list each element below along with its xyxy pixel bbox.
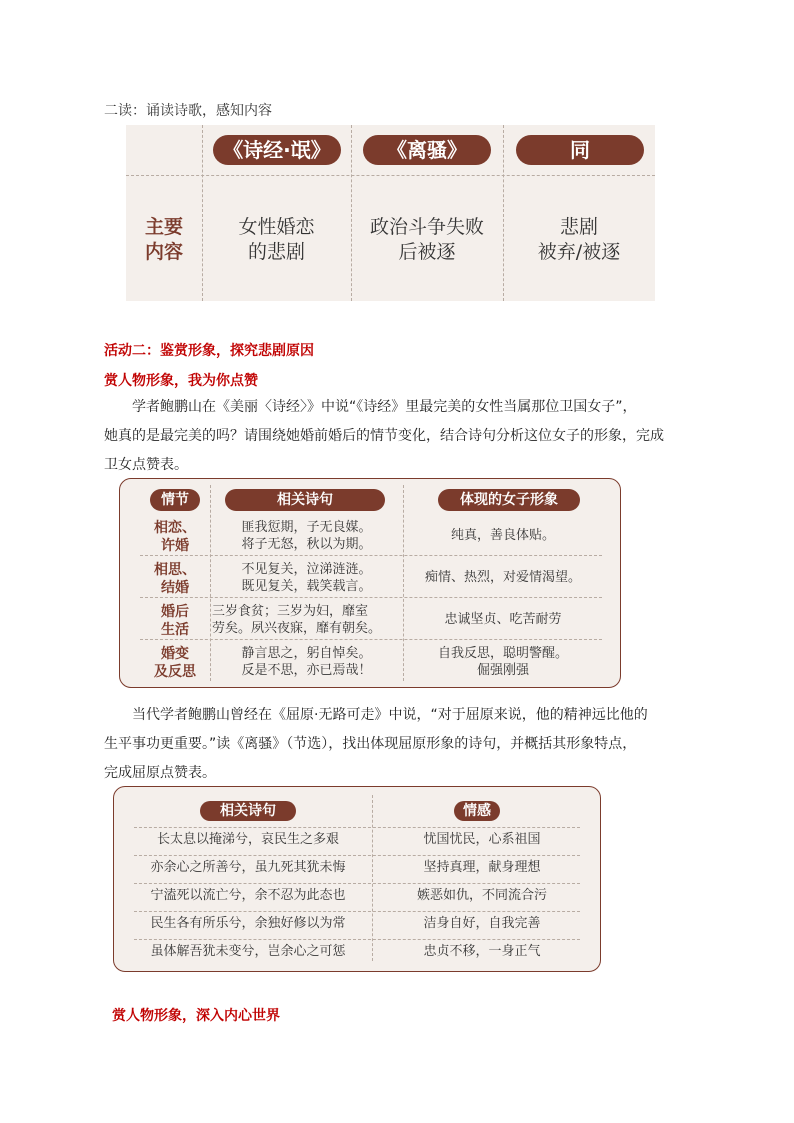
header-poem: 相关诗句 <box>225 489 385 511</box>
header-poem: 相关诗句 <box>200 801 296 821</box>
divider <box>503 125 504 301</box>
table-row-poem: 不见复关，泣涕涟涟。 既见复关，载笑载言。 <box>241 562 372 594</box>
quyuan-praise-table <box>113 786 601 972</box>
table-row-emotion: 忧国忧民，心系祖国 <box>423 832 541 847</box>
table-row-emotion: 忠贞不移，一身正气 <box>423 944 541 959</box>
divider <box>134 883 580 884</box>
table-row-image: 纯真，善良体贴。 <box>450 528 555 543</box>
table-row-poem: 虽体解吾犹未变兮，岂余心之可惩 <box>150 944 346 959</box>
table-row-label: 相恋、 许婚 <box>154 520 196 554</box>
content-table <box>126 125 655 301</box>
table-row-poem: 民生各有所乐兮，余独好修以为常 <box>150 916 346 931</box>
table-row-label: 婚后 生活 <box>161 604 189 638</box>
divider <box>134 939 580 940</box>
table-row-label: 相思、 结婚 <box>154 562 196 596</box>
cell-shijing-content: 女性婚恋 的悲剧 <box>238 216 315 263</box>
divider <box>134 827 580 828</box>
activity-title: 活动二：鉴赏形象，探究悲剧原因 <box>104 343 314 359</box>
header-image: 体现的女子形象 <box>438 489 580 511</box>
divider <box>372 795 373 961</box>
table-row-poem: 宁溘死以流亡兮，余不忍为此态也 <box>150 888 346 903</box>
cell-lisao-content: 政治斗争失败 后被逐 <box>369 216 484 263</box>
header-emotion: 情感 <box>454 801 500 821</box>
paragraph-quyuan: 当代学者鲍鹏山曾经在《屈原·无路可走》中说，“对于屈原来说，他的精神远比他的 生平事功更重要。”读《离骚》（节选），找出体现屈原形象的诗句，并概括其形象特点， 完成屈原点赞表。 <box>104 707 648 781</box>
divider <box>202 125 203 301</box>
row-label-main-content: 主要 内容 <box>144 216 183 263</box>
table-row-emotion: 嫉恶如仇，不同流合污 <box>416 888 547 903</box>
divider <box>126 175 655 176</box>
section-heading-read: 二读：诵读诗歌，感知内容 <box>104 103 272 119</box>
divider <box>140 597 602 598</box>
header-plot: 情节 <box>150 489 200 511</box>
column-header-same: 同 <box>516 135 644 165</box>
table-row-poem: 亦余心之所善兮，虽九死其犹未悔 <box>150 860 346 875</box>
table-row-poem: 匪我愆期，子无良媒。 将子无怒，秋以为期。 <box>241 520 372 552</box>
divider <box>140 639 602 640</box>
table-row-poem: 静言思之，躬自悼矣。 反是不思，亦已焉哉！ <box>241 646 372 678</box>
divider <box>134 855 580 856</box>
table-row-emotion: 洁身自好，自我完善 <box>423 916 541 931</box>
table-row-image: 痴情、热烈，对爱情渴望。 <box>424 570 581 585</box>
paragraph-weinv: 学者鲍鹏山在《美丽〈诗经〉》中说“《诗经》里最完美的女性当属那位卫国女子”， 她真的是最完美的吗？请围绕她婚前婚后的情节变化，结合诗句分析这位女子的形象，完成 卫女点赞表。 <box>104 399 664 473</box>
table-row-emotion: 坚持真理，献身理想 <box>423 860 541 875</box>
subheading-praise: 赏人物形象，我为你点赞 <box>104 373 258 389</box>
divider <box>140 555 602 556</box>
table-row-poem: 长太息以掩涕兮，哀民生之多艰 <box>156 832 339 847</box>
column-header-shijing: 《诗经·氓》 <box>213 135 341 165</box>
subheading-inner-world: 赏人物形象，深入内心世界 <box>112 1008 280 1024</box>
table-row-image: 自我反思，聪明警醒。 倔强刚强 <box>437 646 568 678</box>
column-header-lisao: 《离骚》 <box>363 135 491 165</box>
cell-same-content: 悲剧 被弃/被逐 <box>537 216 621 263</box>
table-row-image: 忠诚坚贞、吃苦耐劳 <box>444 612 562 627</box>
divider <box>134 911 580 912</box>
table-row-label: 婚变 及反思 <box>154 646 196 680</box>
table-row-poem: 三岁食贫；三岁为妇，靡室 劳矣。夙兴夜寐，靡有朝矣。 <box>212 604 382 636</box>
weinv-praise-table <box>119 478 621 688</box>
divider <box>351 125 352 301</box>
